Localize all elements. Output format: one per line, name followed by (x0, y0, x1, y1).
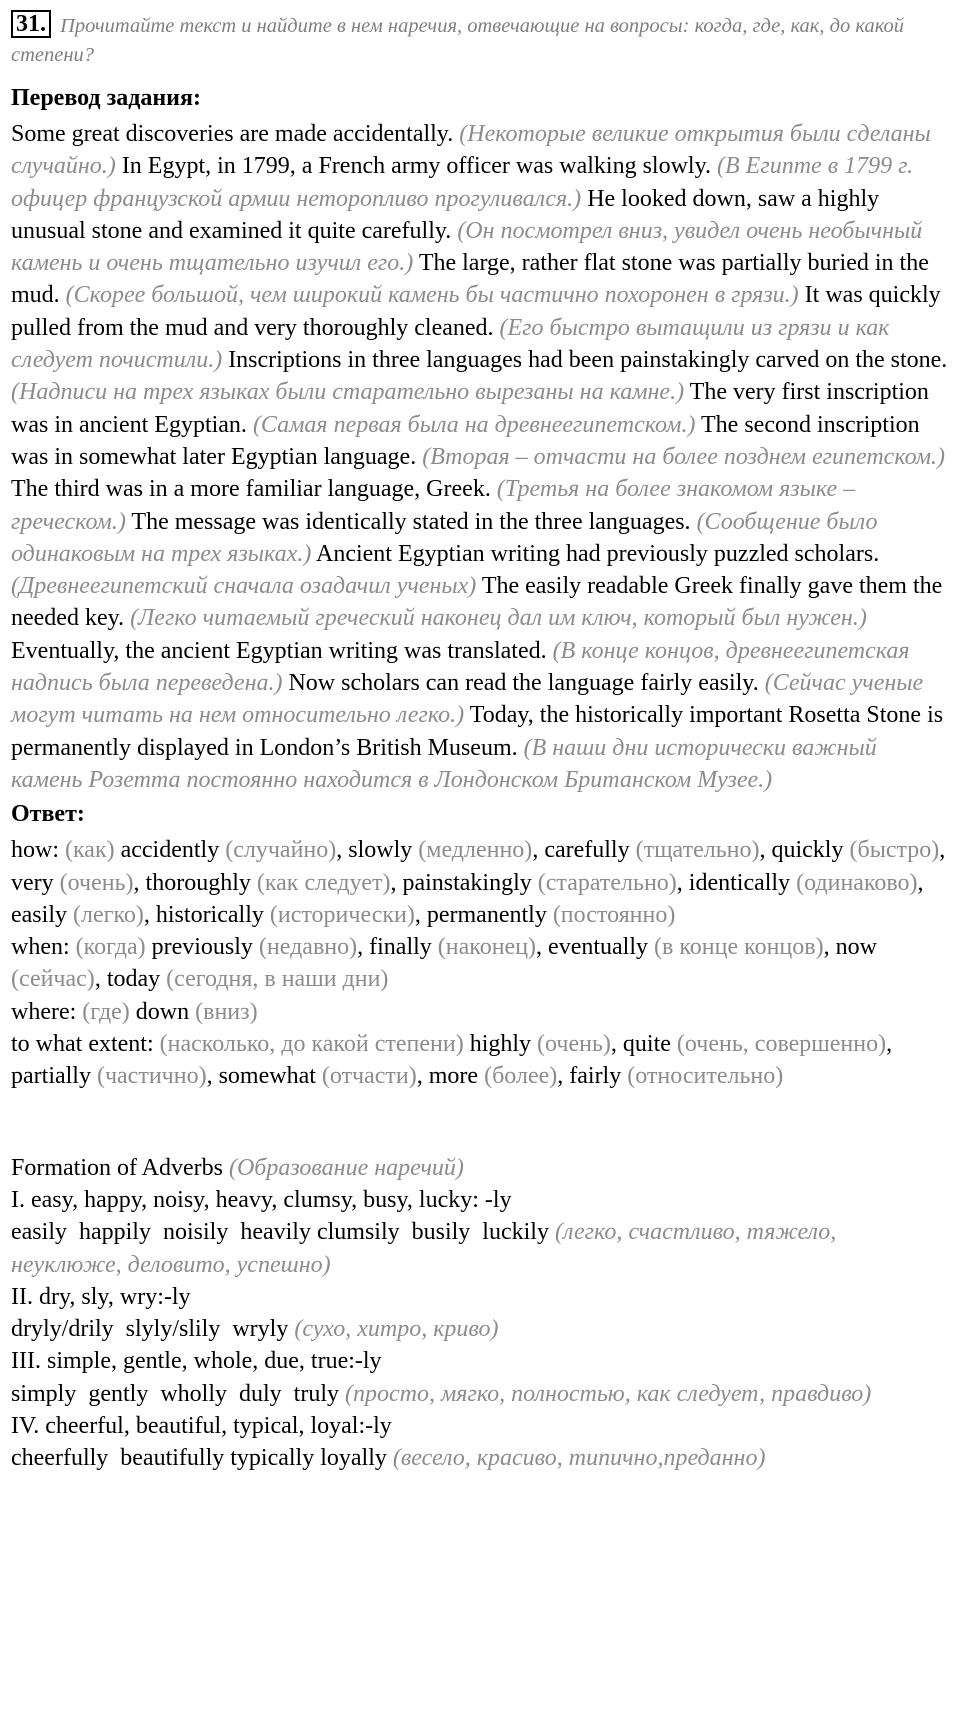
answer-label-translation: (насколько, до какой степени) (159, 1031, 464, 1058)
passage-sentence: The large, rather flat stone was partially buried in the mud. (11, 250, 929, 309)
formation-examples: cheerfully beautifully typically loyally (11, 1445, 387, 1472)
answer-group: how: (как) accidently (случайно), slowly (медленно), carefully (тщательно), quickly (быстро), very (очень), thoroughly (как следует), painstakingly (старательно), identically (одинаково), easily (легко), historically (исторически), permanently (постоянно) (11, 837, 946, 928)
passage-sentence: Eventually, the ancient Egyptian writing was translated. (11, 637, 547, 664)
formation-examples-translation: (весело, красиво, типично,преданно) (392, 1445, 766, 1472)
answer-label: to what extent: (11, 1031, 154, 1058)
passage-sentence: Inscriptions in three languages had been painstakingly carved on the stone. (228, 347, 948, 374)
answer-adverb-translation: (очень) (59, 869, 134, 896)
answer-group: to what extent: (насколько, до какой степени) highly (очень), quite (очень, совершенно), partially (частично), somewhat (отчасти), more (более), fairly (относительно) (11, 1031, 893, 1090)
passage-sentence: In Egypt, in 1799, a French army officer was walking slowly. (121, 153, 712, 180)
formation-title-line (11, 1152, 949, 1184)
answer-list (11, 834, 949, 1092)
formation-rule: IV. cheerful, beautiful, typical, loyal:-ly (11, 1412, 392, 1439)
passage-translation: (Древнеегипетский сначала озадачил ученых) (11, 573, 477, 600)
answer-adverb-translation: (старательно) (537, 869, 677, 896)
formation-title: Formation of Adverbs (11, 1154, 223, 1181)
answer-adverb: somewhat (218, 1063, 316, 1090)
passage-translation: (Вторая – отчасти на более позднем египетском.) (422, 443, 946, 470)
answer-adverb-translation: (сейчас) (11, 966, 95, 993)
answer-adverb: slowly (348, 837, 413, 864)
formation-examples-line (11, 1442, 949, 1474)
task-text: Прочитайте текст и найдите в нем наречия, отвечающие на вопросы: когда, где, как, до какой степени? (11, 15, 905, 66)
answer-adverb: carefully (544, 837, 630, 864)
answer-adverb-translation: (легко) (72, 901, 144, 928)
answer-adverb: permanently (426, 901, 547, 928)
answer-adverb-translation: (сегодня, в наши дни) (166, 966, 389, 993)
answer-adverb-translation: (тщательно) (635, 837, 760, 864)
answer-adverb-translation: (наконец) (437, 934, 537, 961)
answer-adverb: thoroughly (145, 869, 251, 896)
answer-adverb: previously (151, 934, 253, 961)
answer-adverb-translation: (более) (484, 1063, 558, 1090)
answer-adverb: today (106, 966, 161, 993)
answer-adverb: highly (469, 1031, 532, 1058)
passage-translation: (Он посмотрел вниз, увидел очень необычный камень и очень тщательно изучил его.) (11, 217, 923, 277)
answer-adverb: quite (622, 1031, 671, 1058)
passage-sentence: The easily readable Greek finally gave them the needed key. (11, 573, 943, 632)
answer-adverb-translation: (в конце концов) (654, 934, 824, 961)
answer-adverb-translation: (исторически) (269, 901, 415, 928)
answer-adverb-translation: (вниз) (195, 998, 258, 1025)
answer-adverb: now (835, 934, 877, 961)
passage-translation: (Некоторые великие открытия были сделаны случайно.) (11, 121, 931, 180)
answer-label-translation: (как) (65, 837, 115, 864)
answer-adverb-translation: (постоянно) (552, 901, 676, 928)
formation-examples-translation: (сухо, хитро, криво) (294, 1316, 499, 1343)
answer-adverb: painstakingly (402, 869, 532, 896)
answer-adverb: eventually (548, 934, 649, 961)
formation-title-translation: (Образование наречий) (228, 1154, 464, 1181)
passage-sentence: The very first inscription was in ancient Egyptian. (11, 379, 929, 438)
answer-adverb-translation: (недавно) (258, 934, 358, 961)
formation-rule: I. easy, happy, noisy, heavy, clumsy, busy, lucky: -ly (11, 1186, 512, 1213)
passage-sentence: Some great discoveries are made accidentally. (11, 121, 454, 147)
passage-translation: (Третья на более знакомом языке – греческом.) (11, 476, 856, 535)
passage-translation: (Его быстро вытащили из грязи и как следует почистили.) (11, 314, 890, 374)
passage-translation: (Надписи на трех языках были старательно вырезаны на камне.) (11, 379, 685, 406)
answer-adverb: accidently (120, 837, 220, 864)
formation-examples: dryly/drily slyly/slily wryly (11, 1316, 289, 1343)
formation-examples: simply gently wholly duly truly (11, 1380, 339, 1407)
passage-sentence: Today, the historically important Rosetta Stone is permanently displayed in London’s British Museum. (11, 702, 944, 761)
passage-sentence: The second inscription was in somewhat later Egyptian language. (11, 411, 920, 470)
answer-adverb-translation: (медленно) (418, 837, 533, 864)
answer-adverb-translation: (очень, совершенно) (676, 1031, 887, 1058)
passage-sentence: It was quickly pulled from the mud and very thoroughly cleaned. (11, 282, 941, 341)
passage-translation: (В наши дни исторически важный камень Розетта постоянно находится в Лондонском Британском Музее.) (11, 734, 877, 793)
formation-groups (11, 1184, 949, 1475)
answer-adverb: very (11, 869, 54, 896)
passage-translation: (Сейчас ученые могут читать на нем относительно легко.) (11, 670, 924, 729)
section-spacer (11, 1093, 949, 1152)
answer-label: how: (11, 837, 59, 864)
formation-examples-line (11, 1313, 949, 1345)
passage-sentence: The third was in a more familiar language, Greek. (11, 476, 491, 503)
formation-examples: easily happily noisily heavily clumsily busily luckily (11, 1219, 549, 1246)
answer-adverb-translation: (отчасти) (321, 1063, 417, 1090)
answer-adverb: more (428, 1063, 479, 1090)
passage-sentence: Now scholars can read the language fairly easily. (288, 670, 759, 697)
answer-adverb: identically (688, 869, 791, 896)
formation-rule: III. simple, gentle, whole, due, true:-ly (11, 1348, 382, 1375)
formation-examples-translation: (легко, счастливо, тяжело, неуклюже, деловито, успешно) (11, 1219, 837, 1278)
passage-paragraph (11, 118, 949, 796)
answer-adverb-translation: (очень) (537, 1031, 611, 1058)
answer-adverb-translation: (как следует) (256, 869, 391, 896)
answer-adverb-translation: (частично) (96, 1063, 207, 1090)
answer-heading: Ответ: (11, 801, 85, 828)
answer-group: when: (когда) previously (недавно), finally (наконец), eventually (в конце концов), now (сейчас), today (сегодня, в наши дни) (11, 934, 877, 993)
answer-adverb-translation: (одинаково) (796, 869, 918, 896)
answer-adverb: down (135, 998, 190, 1025)
task-statement (11, 10, 949, 70)
passage-sentence: The message was identically stated in the three languages. (131, 508, 691, 535)
passage-translation: (Легко читаемый греческий наконец дал им ключ, который был нужен.) (130, 605, 867, 632)
passage-translation: (Скорее большой, чем широкий камень бы частично похоронен в грязи.) (65, 282, 799, 309)
answer-adverb-translation: (случайно) (225, 837, 337, 864)
passage-translation: (В конце концов, древнеегипетская надпись была переведена.) (11, 637, 910, 697)
passage-translation: (Самая первая была на древнеегипетском.) (252, 411, 696, 438)
answer-adverb-translation: (относительно) (627, 1063, 784, 1090)
task-number: 31. (11, 10, 51, 38)
passage-sentence: Ancient Egyptian writing had previously puzzled scholars. (316, 540, 880, 567)
answer-group (11, 996, 949, 1028)
answer-adverb: quickly (771, 837, 844, 864)
answer-label-translation: (когда) (75, 934, 146, 961)
formation-examples-line (11, 1216, 949, 1281)
answer-label: when: (11, 934, 70, 961)
answer-label-translation: (где) (82, 998, 130, 1025)
passage-translation: (Сообщение было одинаковым на трех языках.) (11, 508, 878, 567)
answer-adverb: partially (11, 1063, 91, 1090)
answer-adverb: finally (369, 934, 432, 961)
formation-section (11, 1152, 949, 1475)
answer-adverb: fairly (569, 1063, 622, 1090)
answer-adverb: easily (11, 901, 67, 928)
answer-label: where: (11, 998, 77, 1025)
answer-adverb: historically (155, 901, 264, 928)
passage-translation: (В Египте в 1799 г. офицер французской армии неторопливо прогуливался.) (11, 153, 914, 212)
formation-examples-line (11, 1378, 949, 1410)
answer-adverb-translation: (быстро) (849, 837, 940, 864)
formation-rule: II. dry, sly, wry:-ly (11, 1283, 191, 1310)
passage-sentence: He looked down, saw a highly unusual stone and examined it quite carefully. (11, 185, 880, 244)
translation-heading: Перевод задания: (11, 85, 201, 111)
formation-examples-translation: (просто, мягко, полностью, как следует, правдиво) (345, 1380, 872, 1407)
